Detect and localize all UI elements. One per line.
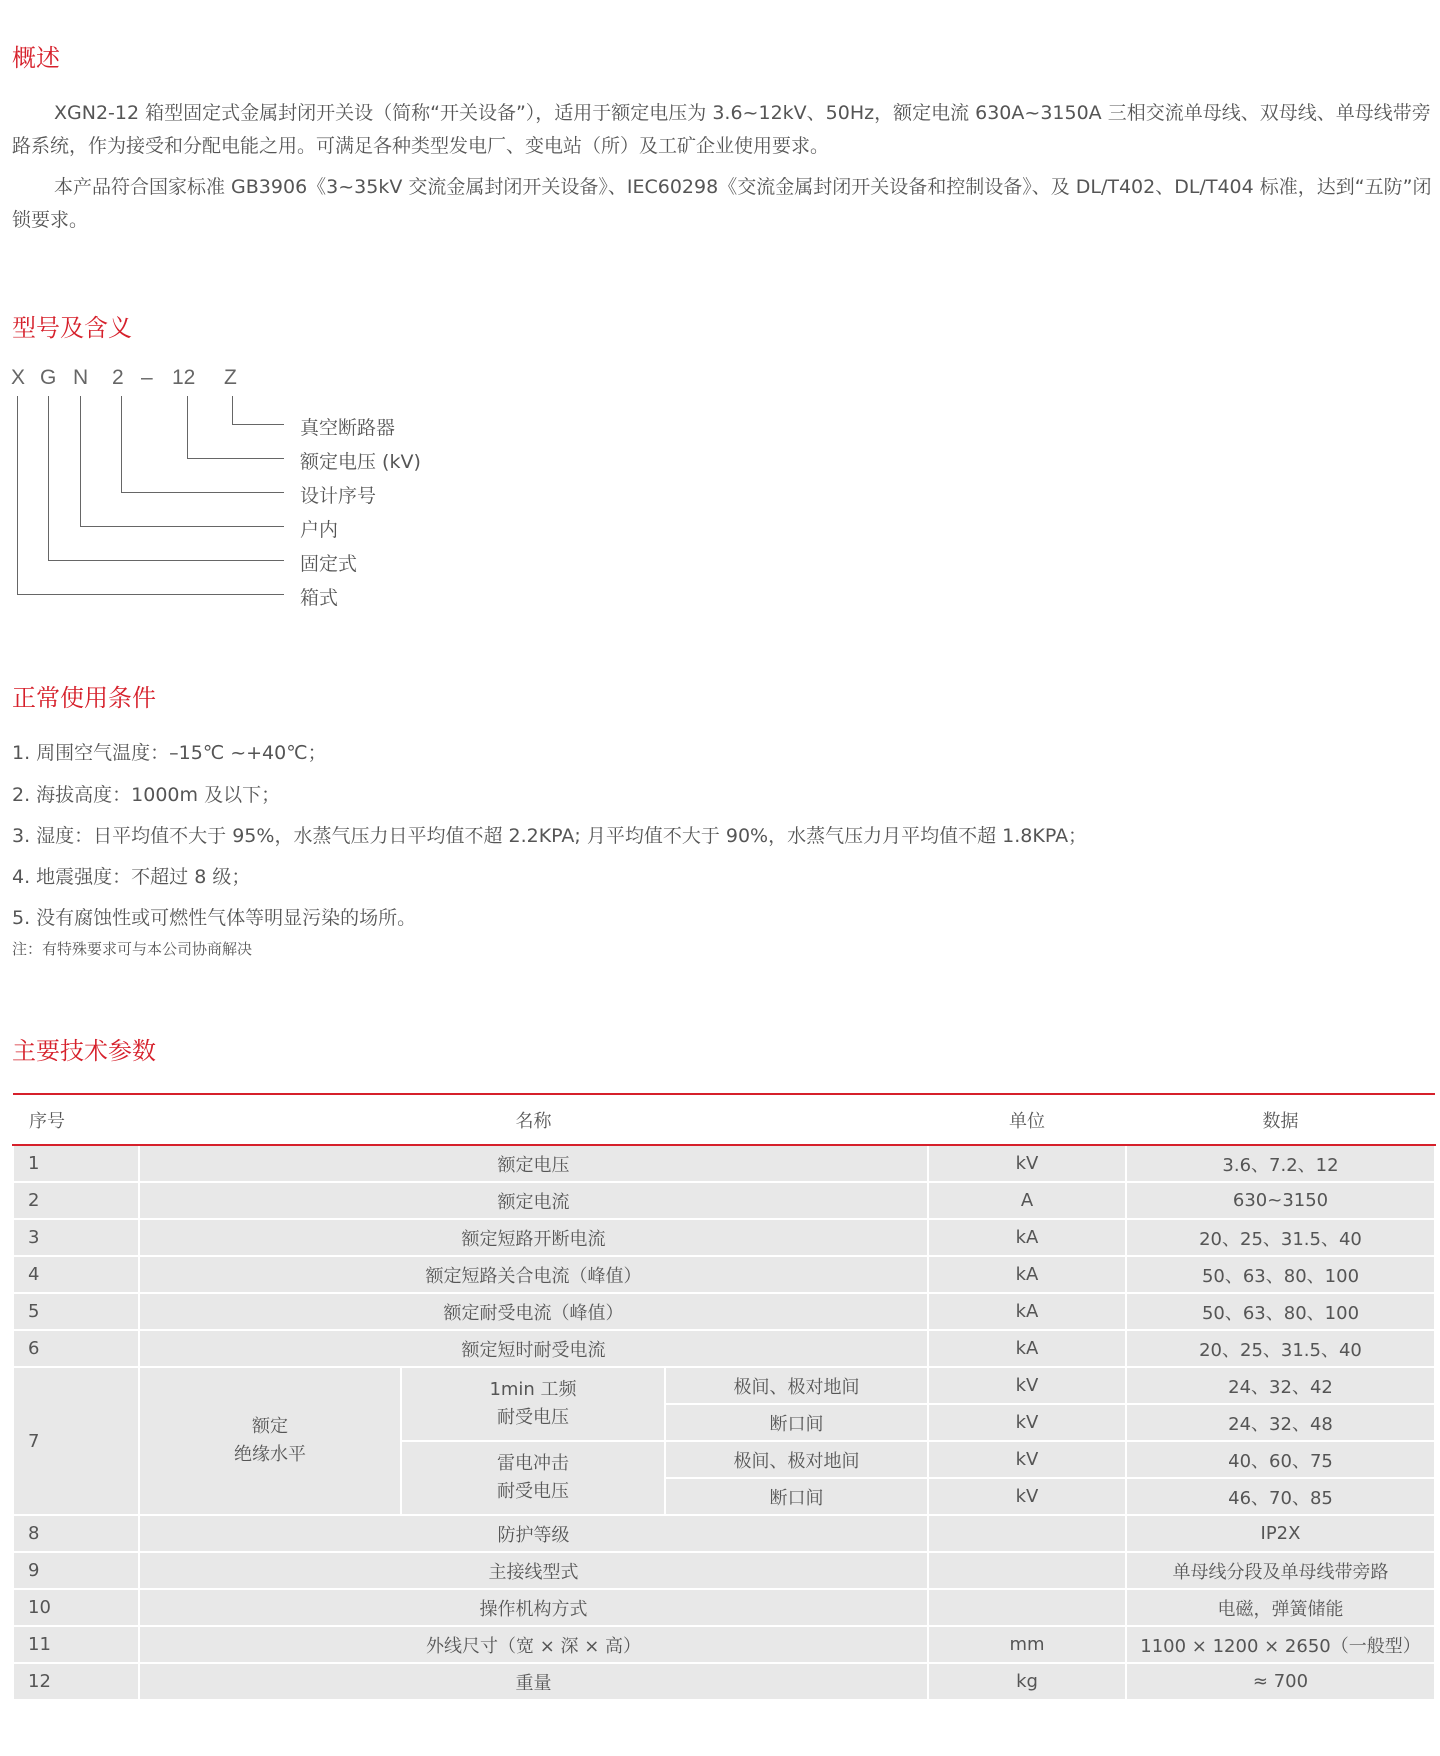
row-name: 外线尺寸（宽 × 深 × 高） <box>139 1626 928 1663</box>
row-no: 9 <box>13 1552 139 1589</box>
meaning-fixed-type: 固定式 <box>300 553 358 575</box>
row-no: 1 <box>13 1145 139 1182</box>
row-value: 电磁，弹簧储能 <box>1126 1589 1435 1626</box>
row-value: IP2X <box>1126 1515 1435 1552</box>
table-row <box>13 1663 1435 1700</box>
table-row-insulation-1 <box>13 1367 1435 1404</box>
connector-hline-2 <box>121 492 284 493</box>
row-no: 2 <box>13 1182 139 1219</box>
row-unit <box>928 1515 1126 1552</box>
connector-hline-12 <box>187 458 284 459</box>
row-group-insulation-level: 额定 绝缘水平 <box>139 1367 401 1515</box>
table-row <box>13 1626 1435 1663</box>
header-unit: 单位 <box>928 1094 1126 1145</box>
row-name: 额定短路开断电流 <box>139 1219 928 1256</box>
params-title: 主要技术参数 <box>12 1037 156 1065</box>
connector-hline-g <box>48 560 284 561</box>
code-letter-g: G <box>40 366 57 389</box>
code-letter-2: 2 <box>112 366 124 389</box>
code-letter-x: X <box>11 366 26 389</box>
row-name: 主接线型式 <box>139 1552 928 1589</box>
table-row <box>13 1589 1435 1626</box>
table-row <box>13 1219 1435 1256</box>
row-no: 7 <box>13 1367 139 1515</box>
row-unit: A <box>928 1182 1126 1219</box>
row-value: 20、25、31.5、40 <box>1126 1219 1435 1256</box>
connector-vline-n <box>80 396 81 526</box>
table-row <box>13 1330 1435 1367</box>
row-no: 4 <box>13 1256 139 1293</box>
row-name: 操作机构方式 <box>139 1589 928 1626</box>
row-value: 24、32、48 <box>1126 1404 1435 1441</box>
row-unit: kg <box>928 1663 1126 1700</box>
row-value: 20、25、31.5、40 <box>1126 1330 1435 1367</box>
row-name: 额定耐受电流（峰值） <box>139 1293 928 1330</box>
row-value: 630~3150 <box>1126 1182 1435 1219</box>
row-unit: kV <box>928 1404 1126 1441</box>
condition-item-temperature: 1. 周围空气温度：–15℃ ~+40℃； <box>12 742 327 764</box>
row-name: 防护等级 <box>139 1515 928 1552</box>
meaning-box-type: 箱式 <box>300 587 339 609</box>
code-letter-12: 12 <box>172 366 196 389</box>
table-row <box>13 1552 1435 1589</box>
table-row <box>13 1182 1435 1219</box>
meaning-rated-voltage: 额定电压 (kV) <box>300 451 421 473</box>
row-no: 11 <box>13 1626 139 1663</box>
row-sub-label: 极间、极对地间 <box>665 1367 928 1404</box>
overview-paragraph-2: 本产品符合国家标准 GB3906《3~35kV 交流金属封闭开关设备》、IEC60298《交流金属封闭开关设备和控制设备》、及 DL/T402、DL/T404 标准，达到“五防”闭锁要求。 <box>12 176 1432 231</box>
table-row <box>13 1515 1435 1552</box>
code-letter-z: Z <box>224 366 237 389</box>
condition-item-earthquake: 4. 地震强度：不超过 8 级； <box>12 866 251 888</box>
meaning-vacuum-breaker: 真空断路器 <box>300 417 396 439</box>
model-title: 型号及含义 <box>12 314 132 342</box>
row-value: 46、70、85 <box>1126 1478 1435 1515</box>
row-name: 重量 <box>139 1663 928 1700</box>
overview-title: 概述 <box>12 44 60 72</box>
row-no: 10 <box>13 1589 139 1626</box>
row-no: 8 <box>13 1515 139 1552</box>
conditions-note: 注：有特殊要求可与本公司协商解决 <box>12 940 253 958</box>
connector-hline-z <box>232 424 284 425</box>
meaning-indoor: 户内 <box>300 519 339 541</box>
row-unit: kA <box>928 1293 1126 1330</box>
connector-vline-12 <box>187 396 188 458</box>
table-row <box>13 1145 1435 1182</box>
row-unit: mm <box>928 1626 1126 1663</box>
row-unit: kV <box>928 1478 1126 1515</box>
row-value: 50、63、80、100 <box>1126 1293 1435 1330</box>
row-name: 额定短路关合电流（峰值） <box>139 1256 928 1293</box>
overview-paragraph-1: XGN2-12 箱型固定式金属封闭开关设（简称“开关设备”），适用于额定电压为 3.6~12kV、50Hz，额定电流 630A~3150A 三相交流单母线、双母线、单母线带旁路系统，作为接受和分配电能之用。可满足各种类型发电厂、变电站（所）及工矿企业使用要求。 <box>12 102 1431 157</box>
row-unit: kA <box>928 1256 1126 1293</box>
row-name: 额定电流 <box>139 1182 928 1219</box>
table-row <box>13 1293 1435 1330</box>
table-header-row <box>13 1094 1435 1145</box>
connector-hline-x <box>17 594 284 595</box>
row-sub-lightning-impulse: 雷电冲击 耐受电压 <box>401 1441 665 1515</box>
meaning-design-number: 设计序号 <box>300 485 377 507</box>
condition-item-environment: 5. 没有腐蚀性或可燃性气体等明显污染的场所。 <box>12 907 417 929</box>
header-no: 序号 <box>13 1094 139 1145</box>
row-sub-label: 极间、极对地间 <box>665 1441 928 1478</box>
connector-hline-n <box>80 526 284 527</box>
condition-item-humidity: 3. 湿度：日平均值不大于 95%，水蒸气压力日平均值不超 2.2KPA; 月平均值不大于 90%，水蒸气压力月平均值不超 1.8KPA； <box>12 825 1088 847</box>
conditions-title: 正常使用条件 <box>12 684 156 712</box>
row-unit: kV <box>928 1367 1126 1404</box>
row-value: 1100 × 1200 × 2650（一般型） <box>1126 1626 1435 1663</box>
row-unit: kV <box>928 1441 1126 1478</box>
row-value: 单母线分段及单母线带旁路 <box>1126 1552 1435 1589</box>
row-no: 6 <box>13 1330 139 1367</box>
row-name: 额定电压 <box>139 1145 928 1182</box>
row-sub-power-frequency: 1min 工频 耐受电压 <box>401 1367 665 1441</box>
table-row <box>13 1256 1435 1293</box>
row-value: 3.6、7.2、12 <box>1126 1145 1435 1182</box>
row-no: 12 <box>13 1663 139 1700</box>
row-unit <box>928 1589 1126 1626</box>
row-value: ≈ 700 <box>1126 1663 1435 1700</box>
header-value: 数据 <box>1126 1094 1435 1145</box>
row-sub-label: 断口间 <box>665 1478 928 1515</box>
row-value: 50、63、80、100 <box>1126 1256 1435 1293</box>
row-unit: kA <box>928 1219 1126 1256</box>
row-unit <box>928 1552 1126 1589</box>
row-value: 40、60、75 <box>1126 1441 1435 1478</box>
row-value: 24、32、42 <box>1126 1367 1435 1404</box>
row-name: 额定短时耐受电流 <box>139 1330 928 1367</box>
condition-item-altitude: 2. 海拔高度：1000m 及以下； <box>12 784 281 806</box>
params-table <box>12 1093 1436 1701</box>
code-letter-n: N <box>73 366 89 389</box>
row-unit: kA <box>928 1330 1126 1367</box>
connector-vline-g <box>48 396 49 560</box>
row-no: 5 <box>13 1293 139 1330</box>
row-no: 3 <box>13 1219 139 1256</box>
connector-vline-x <box>17 396 18 594</box>
code-dash: – <box>141 366 153 389</box>
connector-vline-z <box>232 396 233 424</box>
connector-vline-2 <box>121 396 122 492</box>
header-name: 名称 <box>139 1094 928 1145</box>
row-sub-label: 断口间 <box>665 1404 928 1441</box>
row-unit: kV <box>928 1145 1126 1182</box>
